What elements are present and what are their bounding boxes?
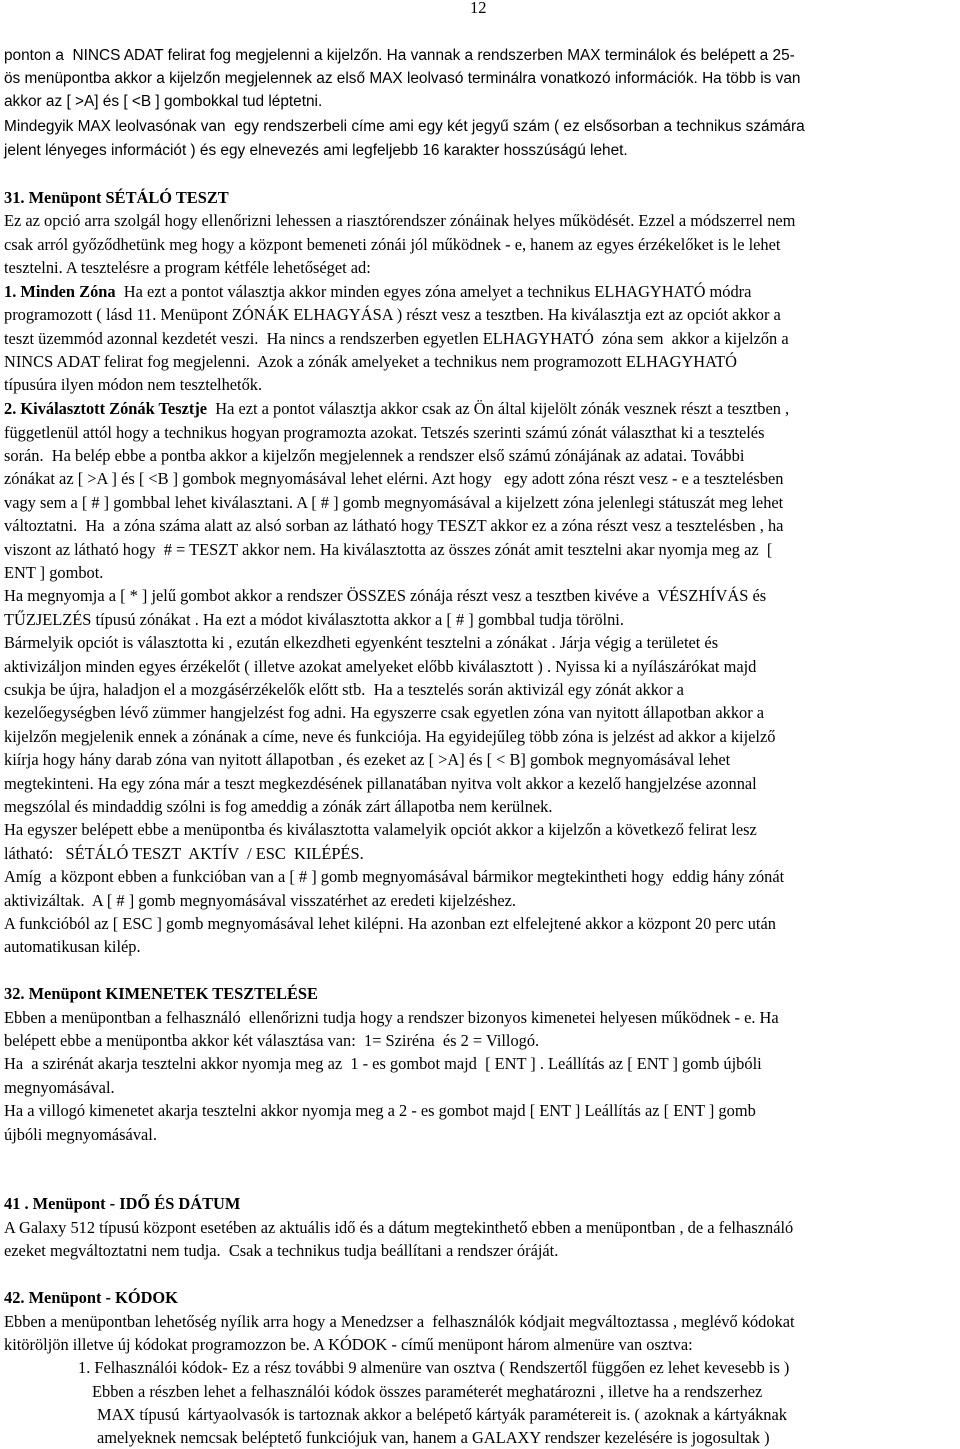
text-line: Ebben a menüpontban a felhasználó ellenőrizni tudja hogy a rendszer bizonyos kimenetei helyesen működnek - e. Ha	[4, 1008, 779, 1027]
text-line: aktivizáljon minden egyes érzékelőt ( illetve azokat amelyeket előbb kiválasztott ) . Nyissa ki a nyílászárókat majd	[4, 657, 757, 676]
text-line: ponton a NINCS ADAT felirat fog megjelenni a kijelzőn. Ha vannak a rendszerben MAX terminálok és belépett a 25-	[4, 47, 795, 64]
section-41-heading: 41 . Menüpont - IDŐ ÉS DÁTUM	[4, 1194, 241, 1213]
text-line: során. Ha belép ebbe a pontba akkor a kijelzőn megjelennek a rendszer első számú zónájának az adatai. További	[4, 446, 745, 465]
option-2-text: Ha ezt a pontot választja akkor csak az Ön által kijelölt zónák vesznek részt a tesztben ,	[207, 399, 790, 418]
option-1-line	[4, 280, 751, 303]
text-line: Ebben a menüpontban lehetőség nyílik arra hogy a Menedzser a felhasználók kódjait megváltoztassa , meglévő kódokat	[4, 1312, 795, 1331]
text-line: belépett ebbe a menüpontba akkor két választása van: 1= Sziréna és 2 = Villogó.	[4, 1031, 540, 1050]
list-item: 1. Felhasználói kódok- Ez a rész további 9 almenüre van osztva ( Rendszertől függően ez lehet kevesebb is )	[78, 1358, 790, 1377]
text-line: kijelzőn megjelenik ennek a zónának a címe, neve és funkciója. Ha egyidejűleg több zóna is jelzést ad akkor a kijelző	[4, 727, 776, 746]
text-line: csak arról győződhetünk meg hogy a központ bemeneti zónái jól működnek - e, hanem az egyes érzékelőket is le lehet	[4, 235, 781, 254]
option-2-line	[4, 397, 789, 420]
text-line: kiírja hogy hány darab zóna van nyitott állapotban , és ezeket az [ >A] és [ < B] gombok megnyomásával lehet	[4, 750, 731, 769]
text-line: NINCS ADAT felirat fog megjelenni. Azok a zónák amelyeket a technikus nem programozott ELHAGYHATÓ	[4, 352, 737, 371]
text-line: megszólal és mindaddig szólni is fog ameddig a zónák zárt állapotba nem kerülnek.	[4, 797, 553, 816]
text-line: megtekinteni. Ha egy zóna már a teszt megkezdésének pillanatában nyitva volt akkor a kezelő hangjelzése azonnal	[4, 774, 757, 793]
section-42-heading: 42. Menüpont - KÓDOK	[4, 1288, 178, 1307]
text-line: Ha megnyomja a [ * ] jelű gombot akkor a rendszer ÖSSZES zónája részt vesz a tesztben kivéve a VÉSZHÍVÁS és	[4, 586, 767, 605]
section-32-heading: 32. Menüpont KIMENETEK TESZTELÉSE	[4, 984, 318, 1003]
text-line: változtatni. Ha a zóna száma alatt az alsó sorban az látható hogy TESZT akkor ez a zóna részt vesz a tesztelésben , ha	[4, 516, 784, 535]
text-line: vagy sem a [ # ] gombbal lehet kiválasztani. A [ # ] gomb megnyomásával a kijelzett zóna jelenlegi státuszát meg lehet	[4, 493, 784, 512]
text-line: tesztelni. A tesztelésre a program kétféle lehetőséget ad:	[4, 258, 371, 277]
option-1-title: Minden Zóna	[20, 282, 116, 301]
text-line: viszont az látható hogy # = TESZT akkor nem. Ha kiválasztotta az összes zónát amit tesztelni akar nyomja meg az [	[4, 540, 773, 559]
option-2-title: Kiválasztott Zónák Tesztje	[20, 399, 208, 418]
list-item-continuation: amelyeknek nemcsak beléptető funkciójuk van, hanem a GALAXY rendszer kezelésére is jogosultak )	[97, 1428, 770, 1447]
text-line: kitöröljön illetve új kódokat programozzon be. A KÓDOK - című menüpont három almenüre van osztva:	[4, 1335, 693, 1354]
text-line: Amíg a központ ebben a funkcióban van a [ # ] gomb megnyomásával bármikor megtekintheti hogy eddig hány zónát	[4, 867, 785, 886]
text-line: ös menüpontba akkor a kijelzőn megjelennek az első MAX leolvasó terminálra vonatkozó információk. Ha több is van	[4, 70, 801, 87]
option-2-number: 2.	[4, 399, 21, 418]
text-line: ENT ] gombot.	[4, 563, 104, 582]
text-line: akkor az [ >A] és [ <B ] gombokkal tud léptetni.	[4, 93, 323, 110]
text-line: megnyomásával.	[4, 1078, 115, 1097]
text-line: TŰZJELZÉS típusú zónákat . Ha ezt a módot kiválasztotta akkor a [ # ] gombbal tudja törölni.	[4, 610, 624, 629]
text-line: Ha a szirénát akarja tesztelni akkor nyomja meg az 1 - es gombot majd [ ENT ] . Leállítás az [ ENT ] gomb újbóli	[4, 1054, 762, 1073]
text-line: Ez az opció arra szolgál hogy ellenőrizni lehessen a riasztórendszer zónáinak helyes működését. Ezzel a módszerrel nem	[4, 211, 796, 230]
text-line: teszt üzemmód azonnal kezdetét veszi. Ha nincs a rendszerben egyetlen ELHAGYHATÓ zóna sem akkor a kijelzőn a	[4, 329, 789, 348]
text-line: Bármelyik opciót is választotta ki , ezután elkezdheti egyenként tesztelni a zónákat . Járja végig a területet és	[4, 633, 719, 652]
text-line: csukja be újra, haladjon el a mozgásérzékelők előtt stb. Ha a tesztelés során aktivizál egy zónát akkor a	[4, 680, 684, 699]
text-line: Mindegyik MAX leolvasónak van egy rendszerbeli címe ami egy két jegyű szám ( ez elsősorban a technikus számára	[4, 118, 805, 135]
text-line: függetlenül attól hogy a technikus hogyan programozta azokat. Tetszés szerinti számú zónát választhat ki a tesztelés	[4, 423, 765, 442]
text-line: Ha a villogó kimenetet akarja tesztelni akkor nyomja meg a 2 - es gombot majd [ ENT ] Leállítás az [ ENT ] gomb	[4, 1101, 756, 1120]
text-line: aktivizáltak. A [ # ] gomb megnyomásával visszatérhet az eredeti kijelzéshez.	[4, 891, 517, 910]
text-line: zónákat az [ >A ] és [ <B ] gombok megnyomásával lehet elérni. Azt hogy egy adott zóna részt vesz - e a tesztelésben	[4, 469, 784, 488]
text-line: Ha egyszer belépett ebbe a menüpontba és kiválasztotta valamelyik opciót akkor a kijelzőn a következő felirat lesz	[4, 820, 757, 839]
section-31-heading: 31. Menüpont SÉTÁLÓ TESZT	[4, 188, 229, 207]
text-line: A funkcióból az [ ESC ] gomb megnyomásával lehet kilépni. Ha azonban ezt elfelejtené akkor a központ 20 perc után	[4, 914, 776, 933]
text-line: ezeket megváltoztatni nem tudja. Csak a technikus tudja beállítani a rendszer óráját.	[4, 1241, 559, 1260]
list-item-continuation: Ebben a részben lehet a felhasználói kódok összes paraméterét meghatározni , illetve ha a rendszerhez	[92, 1382, 763, 1401]
option-1-text: Ha ezt a pontot választja akkor minden egyes zóna amelyet a technikus ELHAGYHATÓ módra	[115, 282, 752, 301]
text-line: típusúra ilyen módon nem tesztelhetők.	[4, 375, 263, 394]
text-line: kezelőegységben lévő zümmer hangjelzést fog adni. Ha egyszerre csak egyetlen zóna van nyitott állapotban akkor a	[4, 703, 765, 722]
text-line: újbóli megnyomásával.	[4, 1125, 157, 1144]
page-number: 12	[470, 0, 487, 17]
list-item-continuation: MAX típusú kártyaolvasók is tartoznak akkor a belépető kártyák paramétereit is. ( azoknak a kártyáknak	[97, 1405, 787, 1424]
text-line: jelent lényeges információt ) és egy elnevezés ami legfeljebb 16 karakter hosszúságú lehet.	[4, 142, 628, 159]
text-line: A Galaxy 512 típusú központ esetében az aktuális idő és a dátum megtekinthető ebben a menüpontban , de a felhasználó	[4, 1218, 794, 1237]
text-line: látható: SÉTÁLÓ TESZT AKTÍV / ESC KILÉPÉS.	[4, 844, 364, 863]
option-1-number: 1.	[4, 282, 21, 301]
text-line: programozott ( lásd 11. Menüpont ZÓNÁK ELHAGYÁSA ) részt vesz a tesztben. Ha kiválasztja ezt az opciót akkor a	[4, 305, 781, 324]
text-line: automatikusan kilép.	[4, 937, 141, 956]
